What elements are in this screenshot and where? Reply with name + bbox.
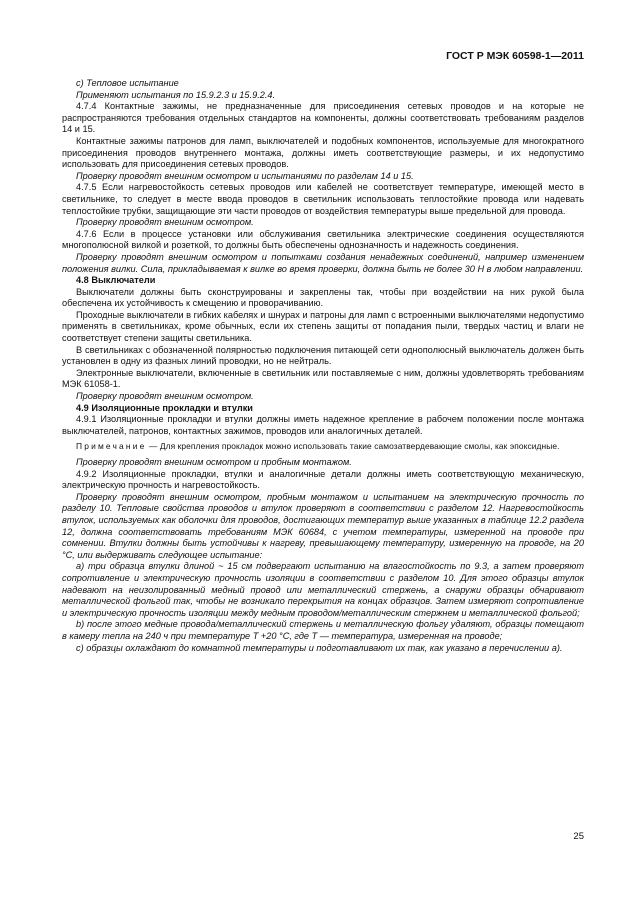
italic-paragraph: Применяют испытания по 15.9.2.3 и 15.9.2.4. [76, 89, 276, 100]
note-paragraph [62, 441, 584, 453]
italic-paragraph: Проверку проводят внешним осмотром и пробным монтажом. [76, 457, 352, 467]
body-paragraph: Электронные выключатели, включенные в светильник или поставляемые с ним, должны удовлетворять требованиям МЭК 61058-1. [62, 367, 584, 390]
italic-paragraph: Проверку проводят внешним осмотром. [76, 217, 254, 228]
body-paragraph: В светильниках с обозначенной полярностью подключения питающей сети однополюсный выключатель должен быть установлен в одну из фазных линий проводки, но не нейтраль. [62, 344, 584, 367]
note-text: — Для крепления прокладок можно использовать такие самозатвердевающие смолы, как эпоксидные. [146, 441, 560, 452]
body-paragraph: 4.9.2 Изоляционные прокладки, втулки и аналогичные детали должны иметь соответствующую механическую, электрическую прочность и нагревостойкость. [62, 468, 584, 491]
body-paragraph: 4.7.4 Контактные зажимы, не предназначенные для присоединения сетевых проводов и на которые не распространяются требования отдельных стандартов на компоненты, должны соответствовать требованиям разделов 14 и 15. [62, 101, 584, 135]
section-heading: 4.9 Изоляционные прокладки и втулки [76, 402, 253, 413]
body-paragraph: 4.7.6 Если в процессе установки или обслуживания светильника электрические соединения осуществляются многополюсной вилкой и розеткой, то должны быть обеспечены однозначность и надежность соединения. [62, 228, 584, 251]
page-number: 25 [573, 831, 584, 842]
italic-paragraph: a) три образца втулки длиной ~ 15 см подвергают испытанию на влагостойкость по 9.3, а затем проверяют сопротивление и электрическую прочность изоляции в соответствии с разделом 10. Для этого образцы втулок надевают на неизолированный медный провод или металлический стержень, а снаружи образцы обчаривают металлической фольгой так, чтобы не возникало перекрытия на концах образцов. Затем измеряют сопротивление и электрическую прочность изоляции между медным проводом/металлическим стержнем и металлической фольгой; [62, 561, 584, 618]
section-heading: 4.8 Выключатели [76, 275, 156, 286]
note-label: Примечание [76, 441, 147, 452]
italic-paragraph: b) после этого медные провода/металлический стержень и металлическую фольгу удаляют, образцы помещают в камеру тепла на 240 ч при температуре T +20 °C, где T — температура, измеренная на проводе; [62, 619, 584, 641]
body-paragraph: Выключатели должны быть сконструированы и закреплены так, чтобы при воздействии на них рукой была обеспечена их устойчивость к смещению и проворачиванию. [62, 286, 584, 309]
italic-paragraph: Проверку проводят внешним осмотром и попытками создания ненадежных соединений, например изменением положения вилки. Сила, прикладываемая к вилке во время проверки, должна быть не более 30 Н в любом направлении. [62, 251, 584, 274]
body-paragraph: 4.9.1 Изоляционные прокладки и втулки должны иметь надежное крепление в рабочем положении после монтажа выключателей, патронов, контактных зажимов, проводов или аналогичных деталей. [62, 414, 584, 436]
body-paragraph: Проходные выключатели в гибких кабелях и шнурах и патроны для ламп с встроенными выключателями недопустимо применять в светильниках, кроме обычных, если их степень защиты от попадания пыли, твердых частиц и влаги не соответствует степени защиты светильника. [62, 309, 584, 344]
standard-header: ГОСТ Р МЭК 60598-1—2011 [446, 50, 584, 62]
document-body [62, 78, 584, 654]
italic-paragraph: Проверку проводят внешним осмотром и испытаниями по разделам 14 и 15. [76, 170, 414, 181]
italic-paragraph: c) Тепловое испытание [76, 78, 179, 88]
italic-paragraph: Проверку проводят внешним осмотром. [76, 391, 254, 402]
italic-paragraph: c) образцы охлаждают до комнатной температуры и подготавливают их так, как указано в перечислении a). [76, 642, 563, 653]
body-paragraph: 4.7.5 Если нагревостойкость сетевых проводов или кабелей не соответствует температуре, имеющей место в светильнике, то следует в месте ввода проводов в светильник использовать теплостойкие провода или надевать теплостойкие трубки, защищающие эти части проводов от воздействия температуры выше предельной для провода. [62, 182, 584, 216]
italic-paragraph: Проверку проводят внешним осмотром, пробным монтажом и испытанием на электрическую прочность по разделу 10. Тепловые свойства проводов и втулок проверяют в соответствии с разделом 12. Нагревостойкость втулок, используемых как оболочки для проводов, достигающих температур выше указанных в таблице 12.2 раздела 12, должна соответствовать требованиям МЭК 60684, с учетом температуры, измеренной на проводе при сомнении. Втулки должны быть устойчивы к нагреву, превышающему температуру, измеренную на проводе, на 20 °C, или выдерживать следующее испытание: [62, 491, 584, 560]
body-paragraph: Контактные зажимы патронов для ламп, выключателей и подобных компонентов, используемые для многократного присоединения проводов внутреннего монтажа, должны иметь соответствующие размеры, и их недопустимо использовать для присоединения сетевых проводов. [62, 135, 584, 170]
